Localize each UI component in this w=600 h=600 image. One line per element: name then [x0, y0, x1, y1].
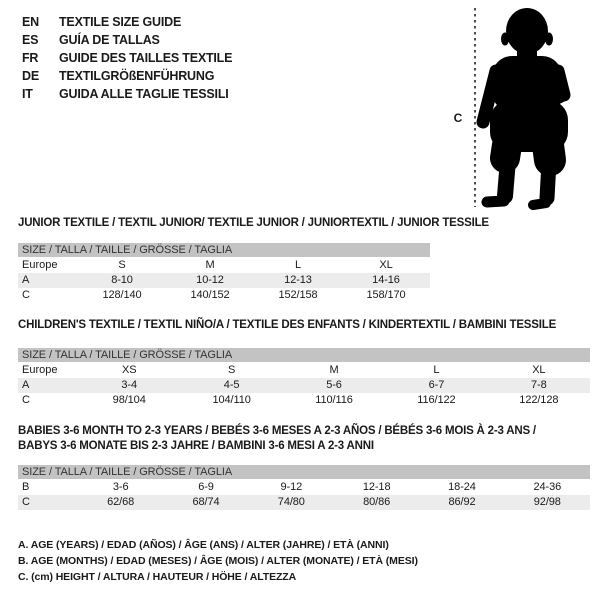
- row-label: Europe: [22, 259, 58, 271]
- size-cell: 8-10: [111, 274, 133, 286]
- table-row: [18, 393, 590, 408]
- table-row: [18, 258, 430, 273]
- row-label: C: [22, 496, 30, 508]
- size-cell: XS: [121, 364, 137, 376]
- size-cell: 104/110: [212, 394, 251, 406]
- table-row: [18, 480, 590, 495]
- size-header-bar: SIZE / TALLA / TAILLE / GRÖSSE / TAGLIA: [18, 348, 590, 362]
- size-cell: 6-7: [428, 379, 445, 391]
- table-row: [18, 273, 430, 288]
- size-cell: 68/74: [192, 496, 220, 508]
- table-row: [18, 288, 430, 303]
- size-cell: 3-6: [112, 481, 129, 493]
- size-cell: M: [205, 259, 215, 271]
- height-figure: [448, 0, 598, 220]
- size-cell: 140/152: [190, 289, 230, 301]
- size-cell: 9-12: [280, 481, 303, 493]
- babies-textile-title-line1: BABIES 3-6 MONTH TO 2-3 YEARS / BEBÉS 3-6 MESES A 2-3 AÑOS / BÉBÉS 3-6 MOIS À 2-3 ANS /: [18, 425, 536, 437]
- language-name: TEXTILE SIZE GUIDE: [59, 15, 182, 29]
- size-cell: 116/122: [417, 394, 456, 406]
- childrens-textile-title: CHILDREN'S TEXTILE / TEXTIL NIÑO/A / TEXTILE DES ENFANTS / KINDERTEXTIL / BAMBINI TESSILE: [18, 319, 557, 331]
- size-cell: 152/158: [278, 289, 318, 301]
- baby-silhouette-icon: [448, 0, 598, 220]
- table-row: [18, 363, 590, 378]
- baby-silhouette-shape: [483, 8, 568, 205]
- size-cell: 86/92: [448, 496, 476, 508]
- language-list: [22, 13, 232, 103]
- junior-textile-table: [18, 243, 430, 303]
- size-cell: 6-9: [198, 481, 214, 493]
- size-header-bar: SIZE / TALLA / TAILLE / GRÖSSE / TAGLIA: [18, 465, 590, 479]
- size-cell: L: [294, 259, 302, 271]
- size-cell: 24-36: [533, 481, 562, 493]
- size-cell: 14-16: [372, 274, 400, 286]
- language-name: GUÍA DE TALLAS: [59, 33, 160, 47]
- childrens-textile-table: [18, 348, 590, 408]
- height-marker-label: C: [453, 111, 463, 125]
- size-cell: 74/80: [277, 496, 305, 508]
- legend-note: C. (cm) HEIGHT / ALTURA / HAUTEUR / HÖHE / ALTEZZA: [18, 571, 297, 583]
- size-cell: M: [329, 364, 339, 376]
- row-label: C: [22, 394, 30, 406]
- language-row: [22, 13, 232, 31]
- size-cell: 12-13: [284, 274, 312, 286]
- language-row: [22, 49, 232, 67]
- language-row: [22, 67, 232, 85]
- language-code: ES: [22, 33, 39, 47]
- language-code: EN: [22, 15, 39, 29]
- size-cell: 158/170: [366, 289, 406, 301]
- table-row: [18, 378, 590, 393]
- legend-note: B. AGE (MONTHS) / EDAD (MESES) / ÂGE (MOIS) / ALTER (MONATE) / ETÀ (MESI): [18, 555, 418, 567]
- row-label: C: [22, 289, 30, 301]
- language-name: GUIDE DES TAILLES TEXTILE: [59, 51, 233, 65]
- size-cell: 122/128: [519, 394, 559, 406]
- size-cell: 80/86: [363, 496, 391, 508]
- size-cell: 92/98: [533, 496, 561, 508]
- size-cell: XL: [532, 364, 546, 376]
- size-cell: 5-6: [326, 379, 342, 391]
- size-cell: 12-18: [362, 481, 391, 493]
- size-cell: L: [433, 364, 440, 376]
- language-row: [22, 85, 232, 103]
- language-code: DE: [22, 69, 39, 83]
- size-cell: 10-12: [196, 274, 224, 286]
- childrens-textile-section: [18, 318, 590, 408]
- size-cell: 7-8: [531, 379, 547, 391]
- junior-textile-section: [18, 216, 489, 303]
- size-cell: 128/140: [102, 289, 142, 301]
- language-name: GUIDA ALLE TAGLIE TESSILI: [59, 87, 229, 101]
- size-cell: 3-4: [121, 379, 137, 391]
- size-cell: 98/104: [112, 394, 146, 406]
- babies-textile-table: [18, 465, 590, 510]
- row-label: A: [22, 274, 30, 286]
- legend-notes: [18, 537, 418, 585]
- size-cell: 4-5: [223, 379, 240, 391]
- language-name: TEXTILGRÖßENFÜHRUNG: [59, 69, 215, 83]
- size-header-bar: SIZE / TALLA / TAILLE / GRÖSSE / TAGLIA: [18, 243, 430, 257]
- size-cell: S: [227, 364, 236, 376]
- row-label: B: [22, 481, 30, 493]
- size-cell: XL: [379, 259, 393, 271]
- row-label: A: [22, 379, 30, 391]
- legend-note: A. AGE (YEARS) / EDAD (AÑOS) / ÂGE (ANS) / ALTER (JAHRE) / ETÀ (ANNI): [18, 539, 389, 551]
- size-cell: 62/68: [107, 496, 135, 508]
- language-code: IT: [22, 87, 33, 101]
- language-code: FR: [22, 51, 39, 65]
- babies-textile-title-line2: BABYS 3-6 MONATE BIS 2-3 JAHRE / BAMBINI 3-6 MESI A 2-3 ANNI: [18, 440, 374, 452]
- size-cell: 18-24: [448, 481, 476, 493]
- size-cell: S: [118, 259, 126, 271]
- size-cell: 110/116: [315, 394, 353, 406]
- table-row: [18, 495, 590, 510]
- babies-textile-section: [18, 424, 590, 510]
- language-row: [22, 31, 232, 49]
- row-label: Europe: [22, 364, 58, 376]
- junior-textile-title: JUNIOR TEXTILE / TEXTIL JUNIOR/ TEXTILE JUNIOR / JUNIORTEXTIL / JUNIOR TESSILE: [18, 217, 489, 229]
